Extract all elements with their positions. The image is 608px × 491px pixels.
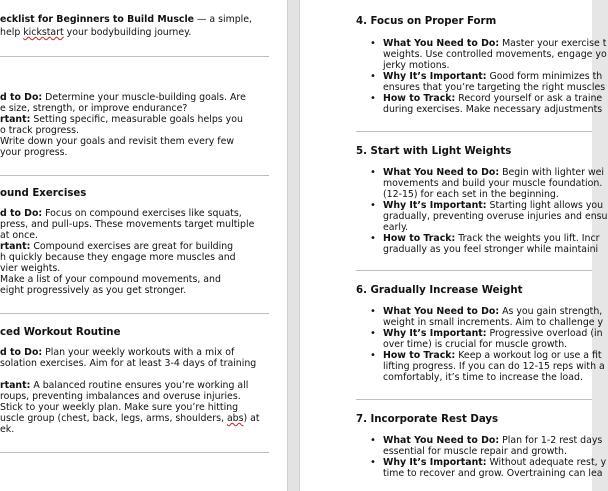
s1-line-6: your progress.: [0, 147, 68, 158]
s5-bullet-1: What You Need to Do: Begin with lighter wei: [383, 167, 605, 178]
s2-heading: ound Exercises: [0, 188, 87, 199]
document-page-left: [0, 0, 287, 491]
s2-line-6: vier weights.: [0, 263, 61, 274]
s3-line-7: ek.: [0, 424, 15, 435]
s1-line-2: e size, strength, or improve endurance?: [0, 103, 188, 114]
s1-line-5: Write down your goals and revisit them every few: [0, 136, 234, 147]
s3-line-2: solation exercises. Aim for at least 3-4 days of training: [0, 358, 257, 369]
s2-line-2: press, and pull-ups. These movements target multiple: [0, 219, 255, 230]
s3-line-3: rtant: A balanced routine ensures you’re working all: [0, 380, 249, 391]
section-divider: [0, 56, 269, 57]
section-divider: [0, 313, 269, 314]
s2-line-3: at once.: [0, 230, 38, 241]
s2-line-1: d to Do: Focus on compound exercises like squats,: [0, 208, 242, 219]
bullet-icon: •: [370, 71, 376, 82]
s3-line-5: Stick to your weekly plan. Make sure you’re hitting: [0, 402, 239, 413]
bullet-icon: •: [370, 435, 376, 446]
s5-heading: 5. Start with Light Weights: [356, 146, 512, 157]
intro-line-1: ecklist for Beginners to Build Muscle — a simple,: [0, 14, 253, 25]
s7-bullet-2: Why It’s Important: Without adequate rest, y: [383, 457, 607, 468]
document-page-right: [300, 0, 608, 491]
s7-bullet-1: What You Need to Do: Plan for 1-2 rest days: [383, 435, 603, 446]
intro-line-2: help kickstart your bodybuilding journey.: [0, 27, 192, 38]
section-divider: [356, 131, 592, 132]
s1-line-3: rtant: Setting specific, measurable goals helps you: [0, 114, 243, 125]
s3-line-1: d to Do: Plan your weekly workouts with a mix of: [0, 347, 235, 358]
section-divider: [0, 452, 269, 453]
s5-bullet-2-cont: early.: [383, 222, 409, 233]
s5-bullet-3: How to Track: Track the weights you lift. Incr: [383, 233, 600, 244]
s4-bullet-1-cont: jerky motions.: [383, 60, 450, 71]
s6-bullet-3-cont: lifting progress. If you can do 12-15 reps with a: [383, 361, 605, 372]
bullet-icon: •: [370, 38, 376, 49]
bullet-icon: •: [370, 306, 376, 317]
s5-bullet-2-cont: gradually, preventing overuse injuries and ensu: [383, 211, 608, 222]
section-divider: [0, 175, 269, 176]
s1-line-4: o track progress.: [0, 125, 80, 136]
s2-line-5: h quickly because they engage more muscles and: [0, 252, 236, 263]
bullet-icon: •: [370, 233, 376, 244]
s5-bullet-1-cont: (12-15) for each set in the beginning.: [383, 189, 559, 200]
s3-heading: ced Workout Routine: [0, 327, 121, 338]
bullet-icon: •: [370, 93, 376, 104]
s6-bullet-3: How to Track: Keep a workout log or use a fit: [383, 350, 602, 361]
s4-bullet-3: How to Track: Record yourself or ask a traine: [383, 93, 603, 104]
bullet-icon: •: [370, 457, 376, 468]
s6-bullet-2: Why It’s Important: Progressive overload (in: [383, 328, 603, 339]
s6-bullet-1: What You Need to Do: As you gain strength,: [383, 306, 603, 317]
s6-bullet-3-cont: comfortably, it’s time to increase the load.: [383, 372, 583, 383]
s1-line-1: d to Do: Determine your muscle-building goals. Are: [0, 92, 246, 103]
s4-bullet-1-cont: weights. Use controlled movements, engage yo: [383, 49, 607, 60]
s4-bullet-3-cont: during exercises. Make necessary adjustments: [383, 104, 603, 115]
s7-bullet-2-cont: time to recover and grow. Overtraining can lea: [383, 468, 603, 479]
bullet-icon: •: [370, 328, 376, 339]
s4-bullet-1: What You Need to Do: Master your exercise t: [383, 38, 607, 49]
s5-bullet-2: Why It’s Important: Starting light allows you: [383, 200, 604, 211]
s2-line-4: rtant: Compound exercises are great for building: [0, 241, 234, 252]
s6-heading: 6. Gradually Increase Weight: [356, 285, 523, 296]
section-divider: [356, 399, 592, 400]
s2-line-7: Make a list of your compound movements, and: [0, 274, 221, 285]
section-divider: [356, 270, 592, 271]
s2-line-8: eight progressively as you get stronger.: [0, 285, 187, 296]
s6-bullet-2-cont: over time) is crucial for muscle growth.: [383, 339, 568, 350]
s3-line-6: uscle group (chest, back, legs, arms, shoulders, abs) at: [0, 413, 260, 424]
bullet-icon: •: [370, 167, 376, 178]
s4-heading: 4. Focus on Proper Form: [356, 16, 497, 27]
page-gap: [287, 0, 300, 491]
s6-bullet-1-cont: weight in small increments. Aim to challenge y: [383, 317, 604, 328]
s5-bullet-3-cont: gradually as you feel stronger while maintaini: [383, 244, 599, 255]
bullet-icon: •: [370, 350, 376, 361]
s4-bullet-2: Why It’s Important: Good form minimizes th: [383, 71, 603, 82]
s3-line-4: roups, preventing imbalances and overuse injuries.: [0, 391, 241, 402]
bullet-icon: •: [370, 200, 376, 211]
s4-bullet-2-cont: ensures that you’re targeting the right muscles: [383, 82, 606, 93]
s5-bullet-1-cont: movements and build your muscle foundation.: [383, 178, 603, 189]
s7-bullet-1-cont: essential for muscle repair and growth.: [383, 446, 567, 457]
s7-heading: 7. Incorporate Rest Days: [356, 414, 499, 425]
